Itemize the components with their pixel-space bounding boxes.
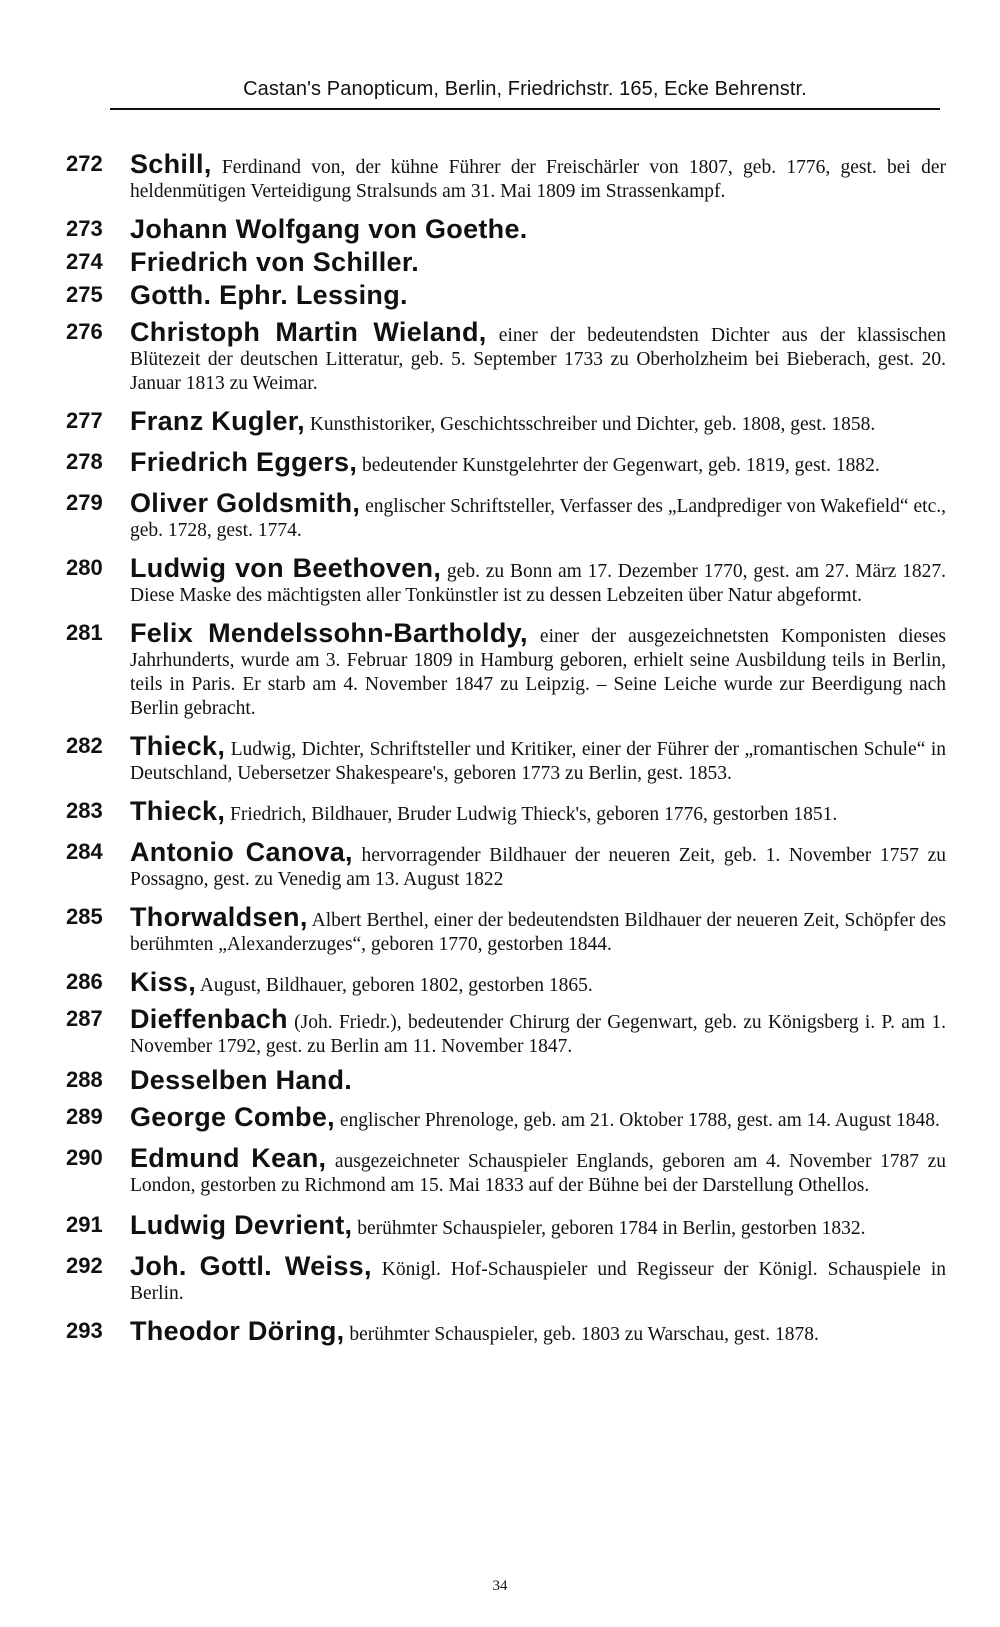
- entry-name: Thieck,: [130, 731, 226, 761]
- entry-name: Edmund Kean,: [130, 1143, 327, 1173]
- entry-description: einer der ausgezeichnetsten Komponisten dieses Jahrhunderts, wurde am 3. Februar 1809 in Hamburg geboren, erhielt seine Ausbildung teils in Berlin, teils in Paris. Er starb am 4. November 1847 zu Leipzig. – Seine Leiche wurde zur Beerdigung nach Berlin gebracht.: [130, 626, 946, 719]
- header-rule: [110, 108, 940, 110]
- entry-279: [66, 487, 946, 544]
- entry-288: [66, 1064, 946, 1097]
- entry-name: Johann Wolfgang von Goethe.: [130, 214, 528, 244]
- entry-number: 280: [66, 555, 103, 580]
- entry-number: 277: [66, 408, 103, 433]
- entry-name: Joh. Gottl. Weiss,: [130, 1251, 372, 1281]
- entry-290: [66, 1142, 946, 1199]
- entry-name: Desselben Hand.: [130, 1065, 353, 1095]
- entry-name: Friedrich Eggers,: [130, 447, 358, 477]
- entry-description: (Joh. Friedr.), bedeutender Chirurg der Gegenwart, geb. zu Königsberg i. P. am 1. November 1792, gest. zu Berlin am 11. November 1847.: [130, 1012, 946, 1057]
- entry-number: 272: [66, 151, 103, 176]
- entry-number: 283: [66, 798, 103, 823]
- entry-number: 292: [66, 1253, 103, 1278]
- entry-name: Franz Kugler,: [130, 406, 305, 436]
- entry-277: [66, 405, 946, 438]
- entry-name: Christoph Martin Wieland,: [130, 317, 487, 347]
- entry-285: [66, 901, 946, 958]
- entry-number: 293: [66, 1318, 103, 1343]
- entry-description: einer der bedeutendsten Dichter aus der klassischen Blütezeit der deutschen Litteratur, geb. 5. September 1733 zu Oberholzheim bei Bieberach, gest. 20. Januar 1813 zu Weimar.: [130, 325, 946, 394]
- entry-description: Ferdinand von, der kühne Führer der Freischärler von 1807, geb. 1776, gest. bei der heldenmütigen Verteidigung Stralsunds am 31. Mai 1809 im Strassenkampf.: [130, 157, 946, 202]
- entry-number: 275: [66, 282, 103, 307]
- entry-name: Kiss,: [130, 967, 197, 997]
- entry-284: [66, 836, 946, 893]
- entry-289: [66, 1101, 946, 1134]
- entry-number: 290: [66, 1145, 103, 1170]
- entry-name: George Combe,: [130, 1102, 335, 1132]
- entry-description: Albert Berthel, einer der bedeutendsten Bildhauer der neueren Zeit, Schöpfer des berühmten „Alexanderzuges“, geboren 1770, gestorben 1844.: [130, 910, 946, 955]
- running-header: Castan's Panopticum, Berlin, Friedrichstr. 165, Ecke Behrenstr.: [243, 78, 807, 100]
- entry-description: geb. zu Bonn am 17. Dezember 1770, gest. am 27. März 1827. Diese Maske des mächtigsten aller Tonkünstler ist zu dessen Lebzeiten über Natur abgeformt.: [130, 561, 946, 606]
- entry-name: Gotth. Ephr. Lessing.: [130, 280, 408, 310]
- entry-293: [66, 1315, 946, 1348]
- entry-name: Oliver Goldsmith,: [130, 488, 361, 518]
- entry-283: [66, 795, 946, 828]
- entry-number: 287: [66, 1006, 103, 1031]
- entry-275: [66, 279, 946, 312]
- entry-number: 281: [66, 620, 103, 645]
- entry-description: englischer Phrenologe, geb. am 21. Oktober 1788, gest. am 14. August 1848.: [334, 1110, 940, 1131]
- entry-description: ausgezeichneter Schauspieler Englands, geboren am 4. November 1787 zu London, gestorben zu Richmond am 15. Mai 1833 auf der Bühne bei der Darstellung Othellos.: [130, 1151, 946, 1196]
- entry-number: 273: [66, 216, 103, 241]
- entry-number: 279: [66, 490, 103, 515]
- entry-name: Antonio Canova,: [130, 837, 353, 867]
- entry-272: [66, 148, 946, 205]
- entry-number: 291: [66, 1212, 103, 1237]
- entry-name: Theodor Döring,: [130, 1316, 345, 1346]
- entry-number: 276: [66, 319, 103, 344]
- entry-name: Ludwig von Beethoven,: [130, 553, 442, 583]
- entry-number: 274: [66, 249, 103, 274]
- entry-number: 286: [66, 969, 103, 994]
- entry-description: August, Bildhauer, geboren 1802, gestorben 1865.: [196, 975, 593, 996]
- entry-274: [66, 246, 946, 279]
- entry-description: hervorragender Bildhauer der neueren Zeit, geb. 1. November 1757 zu Possagno, gest. zu Venedig am 13. August 1822: [130, 845, 946, 890]
- entry-280: [66, 552, 946, 609]
- entry-number: 278: [66, 449, 103, 474]
- entry-description: Kunsthistoriker, Geschichtsschreiber und Dichter, geb. 1808, gest. 1858.: [304, 414, 876, 435]
- entry-description: Königl. Hof-Schauspieler und Regisseur der Königl. Schauspiele in Berlin.: [130, 1259, 946, 1304]
- entry-name: Schill,: [130, 149, 212, 179]
- entry-name: Thorwaldsen,: [130, 902, 308, 932]
- entry-description: Friedrich, Bildhauer, Bruder Ludwig Thieck's, geboren 1776, gestorben 1851.: [225, 804, 838, 825]
- entry-list: [66, 148, 946, 1348]
- entry-292: [66, 1250, 946, 1307]
- entry-name: Friedrich von Schiller.: [130, 247, 419, 277]
- entry-name: Dieffenbach: [130, 1004, 288, 1034]
- entry-281: [66, 617, 946, 722]
- entry-description: berühmter Schauspieler, geb. 1803 zu Warschau, gest. 1878.: [344, 1324, 819, 1345]
- entry-name: Felix Mendelssohn-Bartholdy,: [130, 618, 528, 648]
- entry-286: [66, 966, 946, 999]
- entry-287: [66, 1003, 946, 1060]
- entry-291: [66, 1209, 946, 1242]
- entry-number: 285: [66, 904, 103, 929]
- entry-number: 284: [66, 839, 103, 864]
- page-number: 34: [492, 1578, 508, 1594]
- entry-name: Ludwig Devrient,: [130, 1210, 353, 1240]
- entry-282: [66, 730, 946, 787]
- entry-description: Ludwig, Dichter, Schriftsteller und Kritiker, einer der Führer der „romantischen Schule“ in Deutschland, Uebersetzer Shakespeare's, geboren 1773 zu Berlin, gest. 1853.: [130, 739, 946, 784]
- entry-number: 282: [66, 733, 103, 758]
- entry-description: berühmter Schauspieler, geboren 1784 in Berlin, gestorben 1832.: [352, 1218, 866, 1239]
- entry-name: Thieck,: [130, 796, 226, 826]
- entry-276: [66, 316, 946, 397]
- entry-number: 289: [66, 1104, 103, 1129]
- entry-number: 288: [66, 1067, 103, 1092]
- entry-description: bedeutender Kunstgelehrter der Gegenwart, geb. 1819, gest. 1882.: [357, 455, 880, 476]
- entry-273: [66, 213, 946, 246]
- entry-description: englischer Schriftsteller, Verfasser des „Landprediger von Wakefield“ etc., geb. 1728, gest. 1774.: [130, 496, 946, 541]
- entry-278: [66, 446, 946, 479]
